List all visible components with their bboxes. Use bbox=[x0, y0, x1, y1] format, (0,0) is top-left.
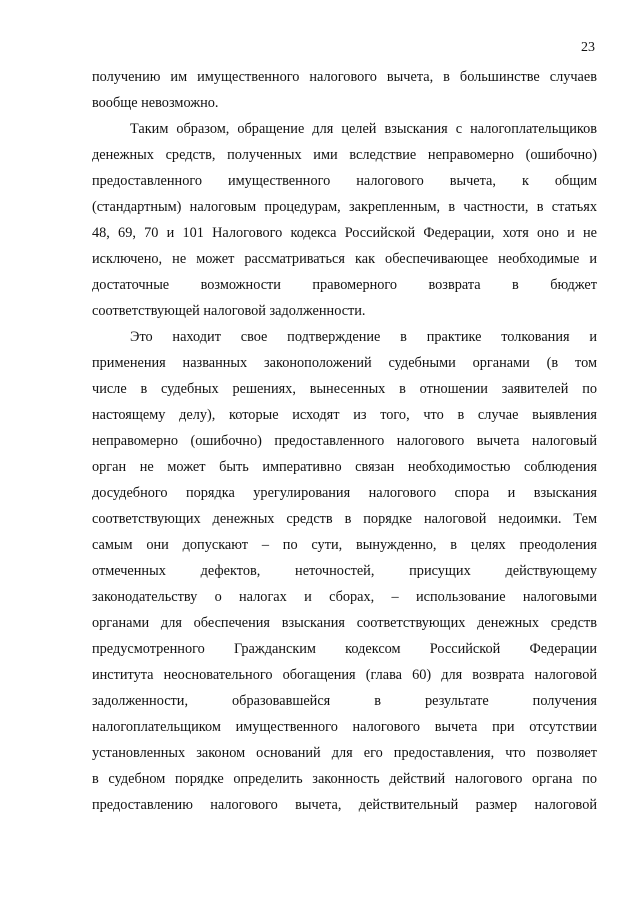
text-line: Это находит свое подтверждение в практике толкования и bbox=[130, 329, 597, 345]
text-line: установленных законом оснований для его предоставления, что позволяет bbox=[92, 745, 597, 761]
text-line: предусмотренного Гражданским кодексом Российской Федерации bbox=[92, 641, 597, 657]
text-line: числе в судебных решениях, вынесенных в отношении заявителей по bbox=[92, 381, 597, 397]
text-line: соответствующих денежных средств в порядке налоговой недоимки. Тем bbox=[92, 511, 597, 527]
text-line: института неосновательного обогащения (глава 60) для возврата налоговой bbox=[92, 667, 597, 683]
text-line: предоставленного имущественного налогового вычета, к общим bbox=[92, 173, 597, 189]
text-line: достаточные возможности правомерного возврата в бюджет bbox=[92, 277, 597, 293]
text-line: предоставлению налогового вычета, действительный размер налоговой bbox=[92, 797, 597, 813]
text-line: задолженности, образовавшейся в результате получения bbox=[92, 693, 597, 709]
text-line: Таким образом, обращение для целей взыскания с налогоплательщиков bbox=[130, 121, 597, 137]
text-line: 48, 69, 70 и 101 Налогового кодекса Российской Федерации, хотя оно и не bbox=[92, 225, 597, 241]
text-line: настоящему делу), которые исходят из того, что в случае выявления bbox=[92, 407, 597, 423]
text-line: в судебном порядке определить законность действий налогового органа по bbox=[92, 771, 597, 787]
text-line: применения названных законоположений судебными органами (в том bbox=[92, 355, 597, 371]
page-number: 23 bbox=[581, 40, 595, 55]
text-line: исключено, не может рассматриваться как обеспечивающее необходимые и bbox=[92, 251, 597, 267]
text-line: законодательству о налогах и сборах, – использование налоговыми bbox=[92, 589, 597, 605]
text-line: денежных средств, полученных ими вследствие неправомерно (ошибочно) bbox=[92, 147, 597, 163]
text-line: (стандартным) налоговым процедурам, закрепленным, в частности, в статьях bbox=[92, 199, 597, 215]
text-line: неправомерно (ошибочно) предоставленного налогового вычета налоговый bbox=[92, 433, 597, 449]
text-line: органами для обеспечения взыскания соответствующих денежных средств bbox=[92, 615, 597, 631]
text-line: орган не может быть императивно связан необходимостью соблюдения bbox=[92, 459, 597, 475]
text-line: соответствующей налоговой задолженности. bbox=[92, 303, 366, 319]
text-line: самым они допускают – по сути, вынужденно, в целях преодоления bbox=[92, 537, 597, 553]
text-line: вообще невозможно. bbox=[92, 95, 219, 111]
text-line: налогоплательщиком имущественного налогового вычета при отсутствии bbox=[92, 719, 597, 735]
body-text bbox=[92, 64, 597, 818]
text-line: отмеченных дефектов, неточностей, присущих действующему bbox=[92, 563, 597, 579]
text-line: досудебного порядка урегулирования налогового спора и взыскания bbox=[92, 485, 597, 501]
text-line: получению им имущественного налогового вычета, в большинстве случаев bbox=[92, 69, 597, 85]
